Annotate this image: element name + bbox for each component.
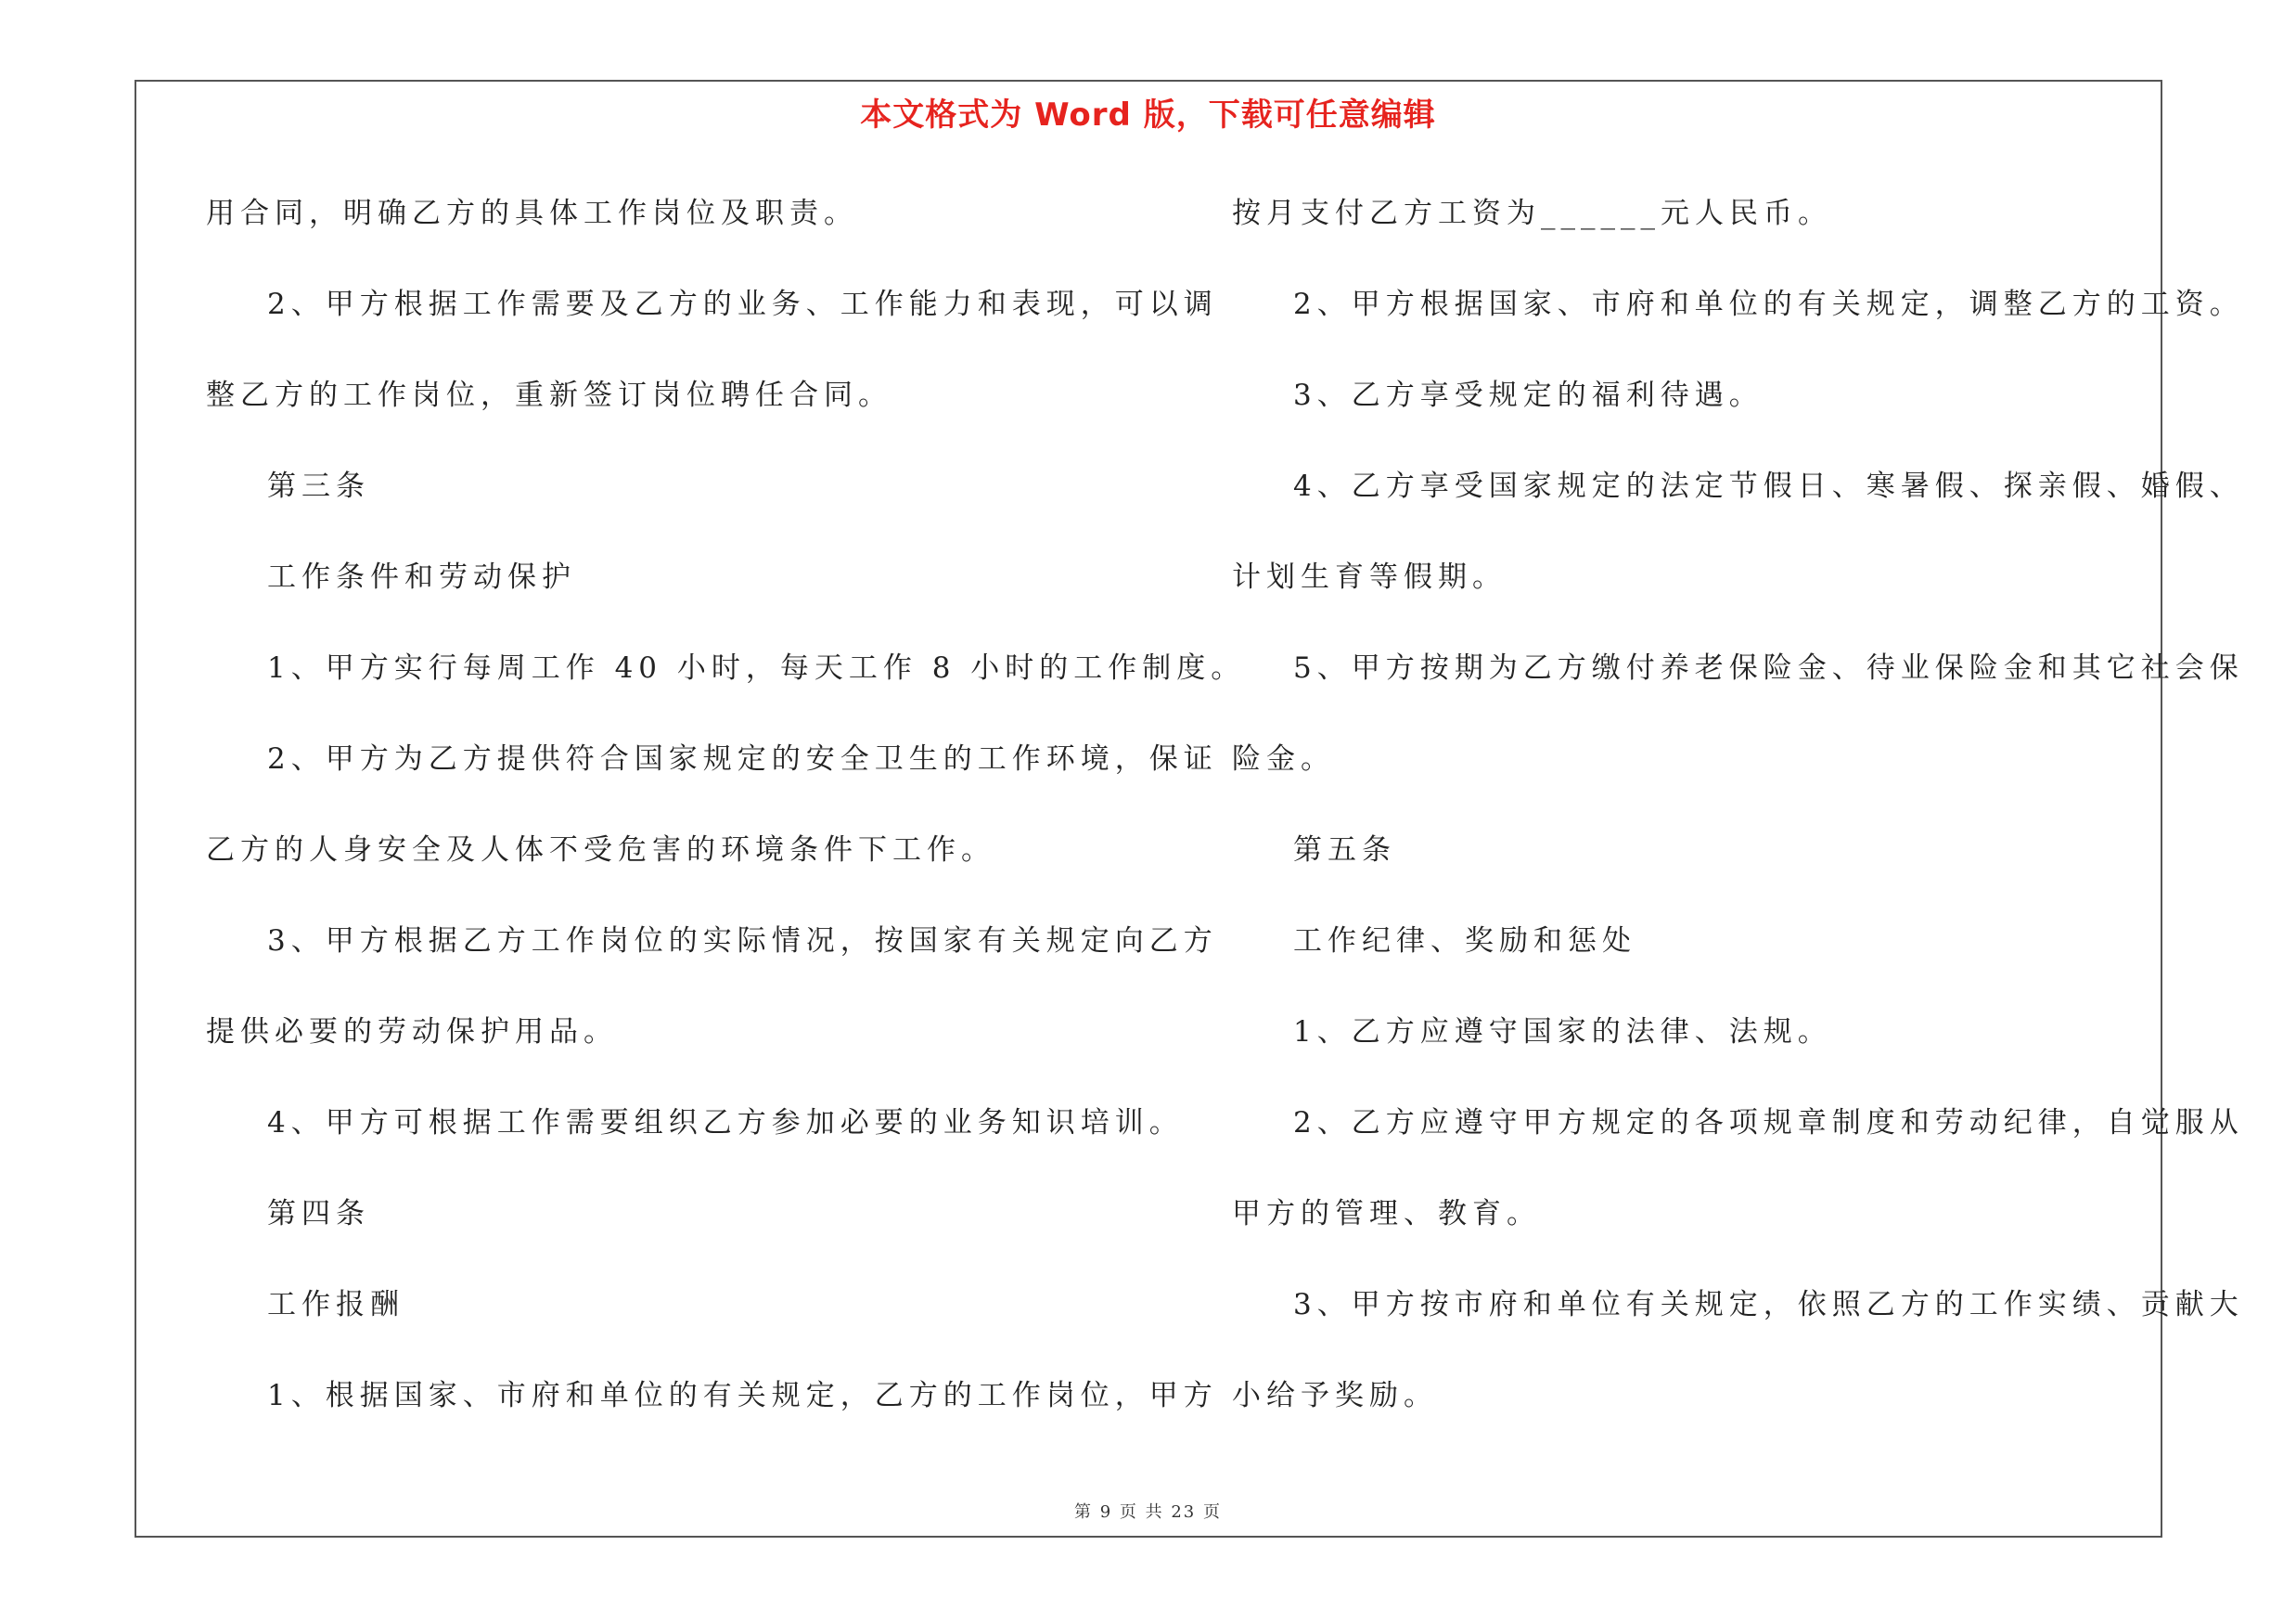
text-line: 工作条件和劳动保护 [267, 560, 576, 594]
text-line: 计划生育等假期。 [1232, 560, 1507, 594]
text-line: 2、甲方为乙方提供符合国家规定的安全卫生的工作环境，保证 [267, 742, 1218, 776]
text-line: 工作纪律、奖励和惩处 [1293, 924, 1636, 958]
text-line: 4、甲方可根据工作需要组织乙方参加必要的业务知识培训。 [267, 1106, 1184, 1140]
text-line: 第三条 [267, 470, 370, 503]
text-line: 2、乙方应遵守甲方规定的各项规章制度和劳动纪律，自觉服从 [1293, 1106, 2244, 1140]
text-line: 4、乙方享受国家规定的法定节假日、寒暑假、探亲假、婚假、 [1293, 470, 2244, 503]
text-line: 3、甲方按市府和单位有关规定，依照乙方的工作实绩、贡献大 [1293, 1288, 2244, 1321]
text-line: 按月支付乙方工资为______元人民币。 [1232, 197, 1832, 230]
text-line: 小给予奖励。 [1232, 1379, 1438, 1412]
text-line: 1、乙方应遵守国家的法律、法规。 [1293, 1015, 1832, 1049]
text-line: 提供必要的劳动保护用品。 [206, 1015, 618, 1049]
text-line: 1、甲方实行每周工作 40 小时，每天工作 8 小时的工作制度。 [267, 651, 1246, 685]
page-number-footer: 第 9 页 共 23 页 [1074, 1502, 1222, 1522]
text-line: 险金。 [1232, 742, 1335, 776]
text-line: 第四条 [267, 1197, 370, 1230]
right-text-column [1232, 186, 2244, 1459]
text-line: 1、根据国家、市府和单位的有关规定，乙方的工作岗位，甲方 [267, 1379, 1218, 1412]
text-line: 3、甲方根据乙方工作岗位的实际情况，按国家有关规定向乙方 [267, 924, 1218, 958]
text-line: 用合同，明确乙方的具体工作岗位及职责。 [206, 197, 858, 230]
text-line: 第五条 [1293, 833, 1396, 867]
text-line: 甲方的管理、教育。 [1232, 1197, 1541, 1230]
left-text-column [206, 186, 1246, 1459]
text-line: 乙方的人身安全及人体不受危害的环境条件下工作。 [206, 833, 995, 867]
text-line: 2、甲方根据国家、市府和单位的有关规定，调整乙方的工资。 [1293, 288, 2244, 321]
text-line: 3、乙方享受规定的福利待遇。 [1293, 379, 1764, 412]
text-line: 整乙方的工作岗位，重新签订岗位聘任合同。 [206, 379, 892, 412]
text-line: 工作报酬 [267, 1288, 404, 1321]
text-line: 2、甲方根据工作需要及乙方的业务、工作能力和表现，可以调 [267, 288, 1218, 321]
editable-format-banner: 本文格式为 Word 版，下载可任意编辑 [860, 97, 1436, 134]
text-line: 5、甲方按期为乙方缴付养老保险金、待业保险金和其它社会保 [1293, 651, 2244, 685]
